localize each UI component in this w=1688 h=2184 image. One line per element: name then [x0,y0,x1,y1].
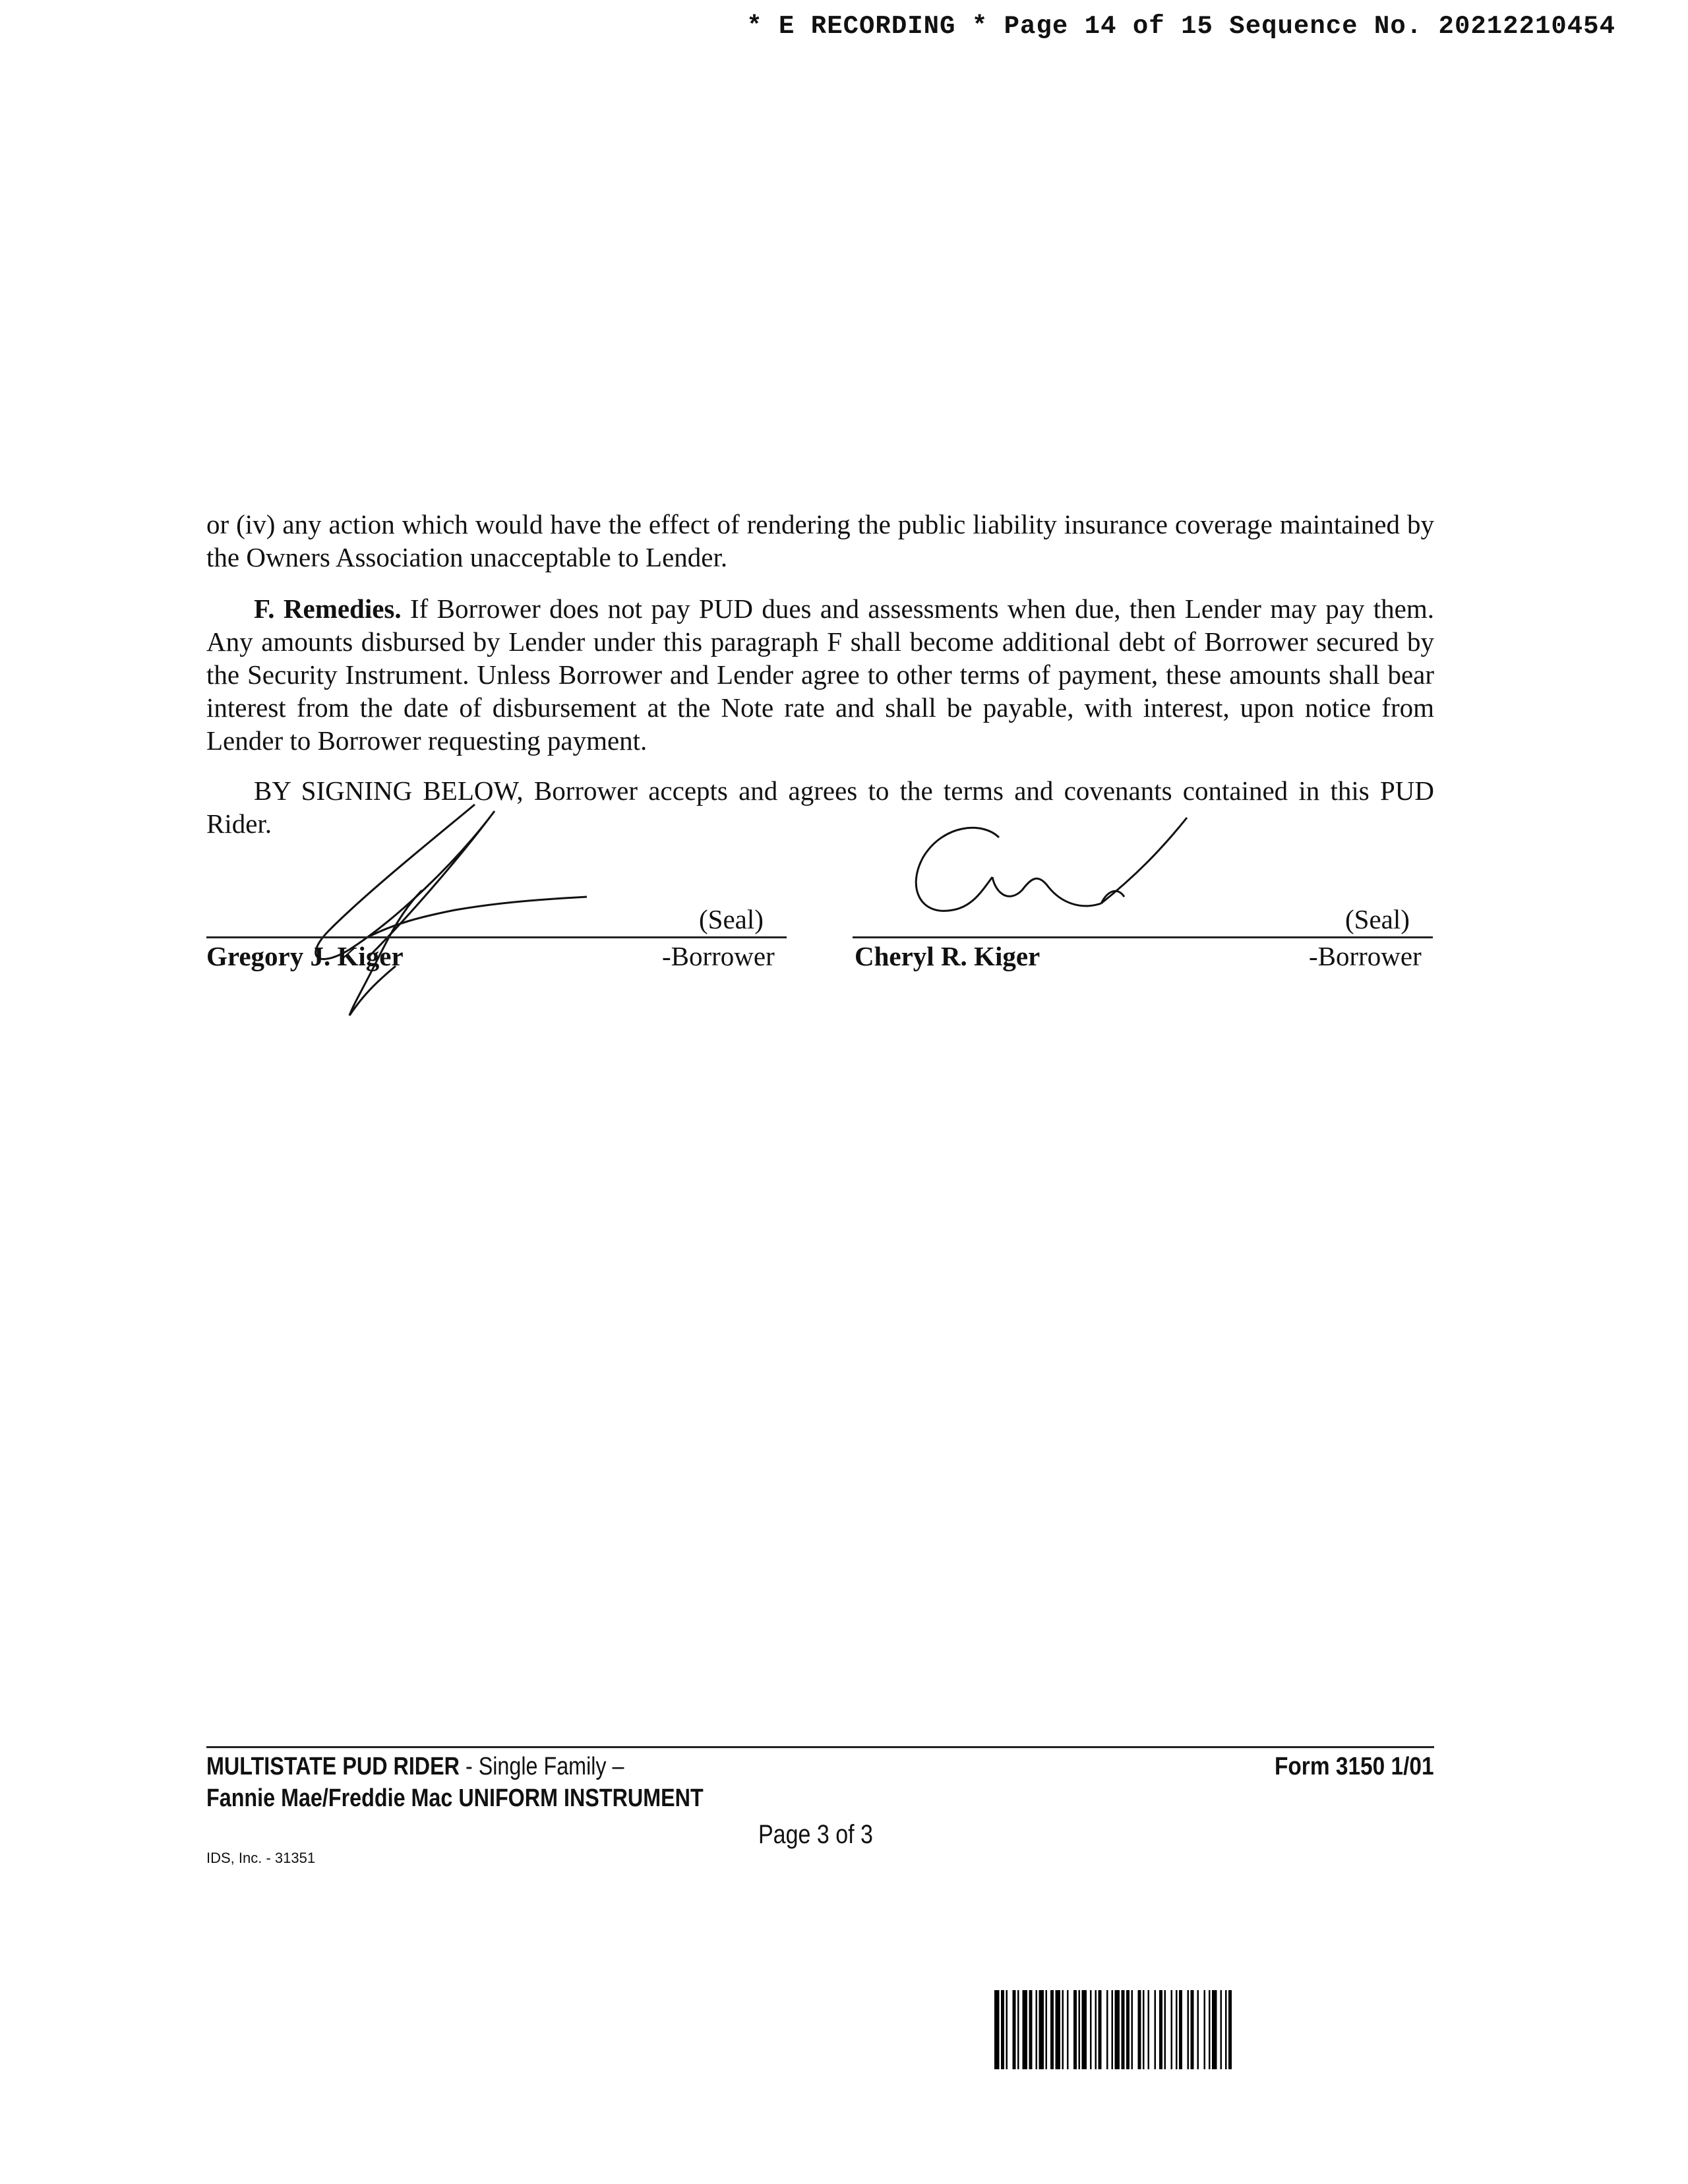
form-title-bold: MULTISTATE PUD RIDER [206,1753,460,1780]
footer-rule [206,1746,1434,1748]
barcode-bar [1143,1990,1145,2069]
barcode-bar [1171,1990,1173,2069]
barcode-bar [1188,1990,1190,2069]
signer-name-1: Gregory J. Kiger [206,941,404,971]
barcode-bar [1079,1990,1081,2069]
barcode-bar [1050,1990,1054,2069]
barcode-bar [1159,1990,1162,2069]
barcode-bar [1006,1990,1008,2069]
barcode-bar [1131,1990,1133,2069]
signer-role-1: -Borrower [662,941,775,971]
barcode-bar [1225,1990,1227,2069]
barcode-bar [1106,1990,1108,2069]
barcode-bar [1001,1990,1004,2069]
barcode-bar [1122,1990,1125,2069]
barcode-bar [1046,1990,1048,2069]
remedies-heading: F. Remedies. [254,593,402,624]
vendor-code: IDS, Inc. - 31351 [206,1850,316,1866]
paragraph-signing-statement: BY SIGNING BELOW, Borrower accepts and agrees to the terms and covenants contained in this PUD Rider. [206,775,1434,839]
signer-role-2: -Borrower [1309,941,1422,971]
barcode [994,1990,1434,2069]
remedies-text: If Borrower does not pay PUD dues and assessments when due, then Lender may pay them. Any amounts disbursed by Lender under this paragraph F shall become additional debt of Borrower secured by the Security Instrument. Unless Borrower and Lender agree to other terms of payment, these amounts shall bear interest from the date of disbursement at the Note rate and shall be payable, with interest, upon notice from Lender to Borrower requesting payment. [206,593,1435,756]
barcode-bar [1082,1990,1087,2069]
signature-line-2 [853,936,1433,938]
page-label: Page 3 of 3 [758,1820,873,1849]
barcode-bar [1062,1990,1064,2069]
barcode-bar [1155,1990,1157,2069]
barcode-bar [1023,1990,1028,2069]
barcode-bar [1073,1990,1077,2069]
paragraph-owners-association: or (iv) any action which would have the effect of rendering the public liability insurance coverage maintained by the Owners Association unacceptable to Lender. [206,509,1434,572]
barcode-bar [1115,1990,1120,2069]
barcode-bar [1029,1990,1033,2069]
seal-label-1: (Seal) [699,904,764,934]
form-subtitle: Fannie Mae/Freddie Mac UNIFORM INSTRUMENT [206,1784,704,1812]
barcode-bar [1090,1990,1092,2069]
form-title-rest: - Single Family – [460,1753,624,1780]
barcode-bar [1204,1990,1206,2069]
barcode-bar [1126,1990,1130,2069]
seal-label-2: (Seal) [1345,904,1410,934]
barcode-bar [1179,1990,1182,2069]
barcode-bar [1164,1990,1166,2069]
barcode-bar [1221,1990,1222,2069]
recording-stamp: * E RECORDING * Page 14 of 15 Sequence No. 20212210454 [746,12,1615,41]
barcode-bar [1228,1990,1232,2069]
signer-name-2: Cheryl R. Kiger [855,941,1040,971]
barcode-bar [1112,1990,1114,2069]
barcode-bar [1013,1990,1016,2069]
barcode-bar [1148,1990,1150,2069]
barcode-bar [1099,1990,1102,2069]
barcode-bar [1191,1990,1194,2069]
barcode-bar [1095,1990,1097,2069]
paragraph-remedies [206,592,1434,757]
form-title [206,1751,704,1782]
form-title-block [206,1751,704,1814]
barcode-bar [1138,1990,1141,2069]
barcode-bar [1036,1990,1038,2069]
barcode-bar [1176,1990,1178,2069]
barcode-bar [1056,1990,1061,2069]
barcode-bar [1209,1990,1211,2069]
signature-gregory [290,778,607,1022]
barcode-bar [1067,1990,1069,2069]
barcode-bar [994,1990,1000,2069]
signature-cheryl [890,811,1259,943]
signature-line-1 [206,936,787,938]
barcode-bar [1212,1990,1217,2069]
form-number: Form 3150 1/01 [1275,1753,1434,1780]
barcode-bar [1017,1990,1019,2069]
barcode-bar [1197,1990,1199,2069]
barcode-bar [1039,1990,1044,2069]
